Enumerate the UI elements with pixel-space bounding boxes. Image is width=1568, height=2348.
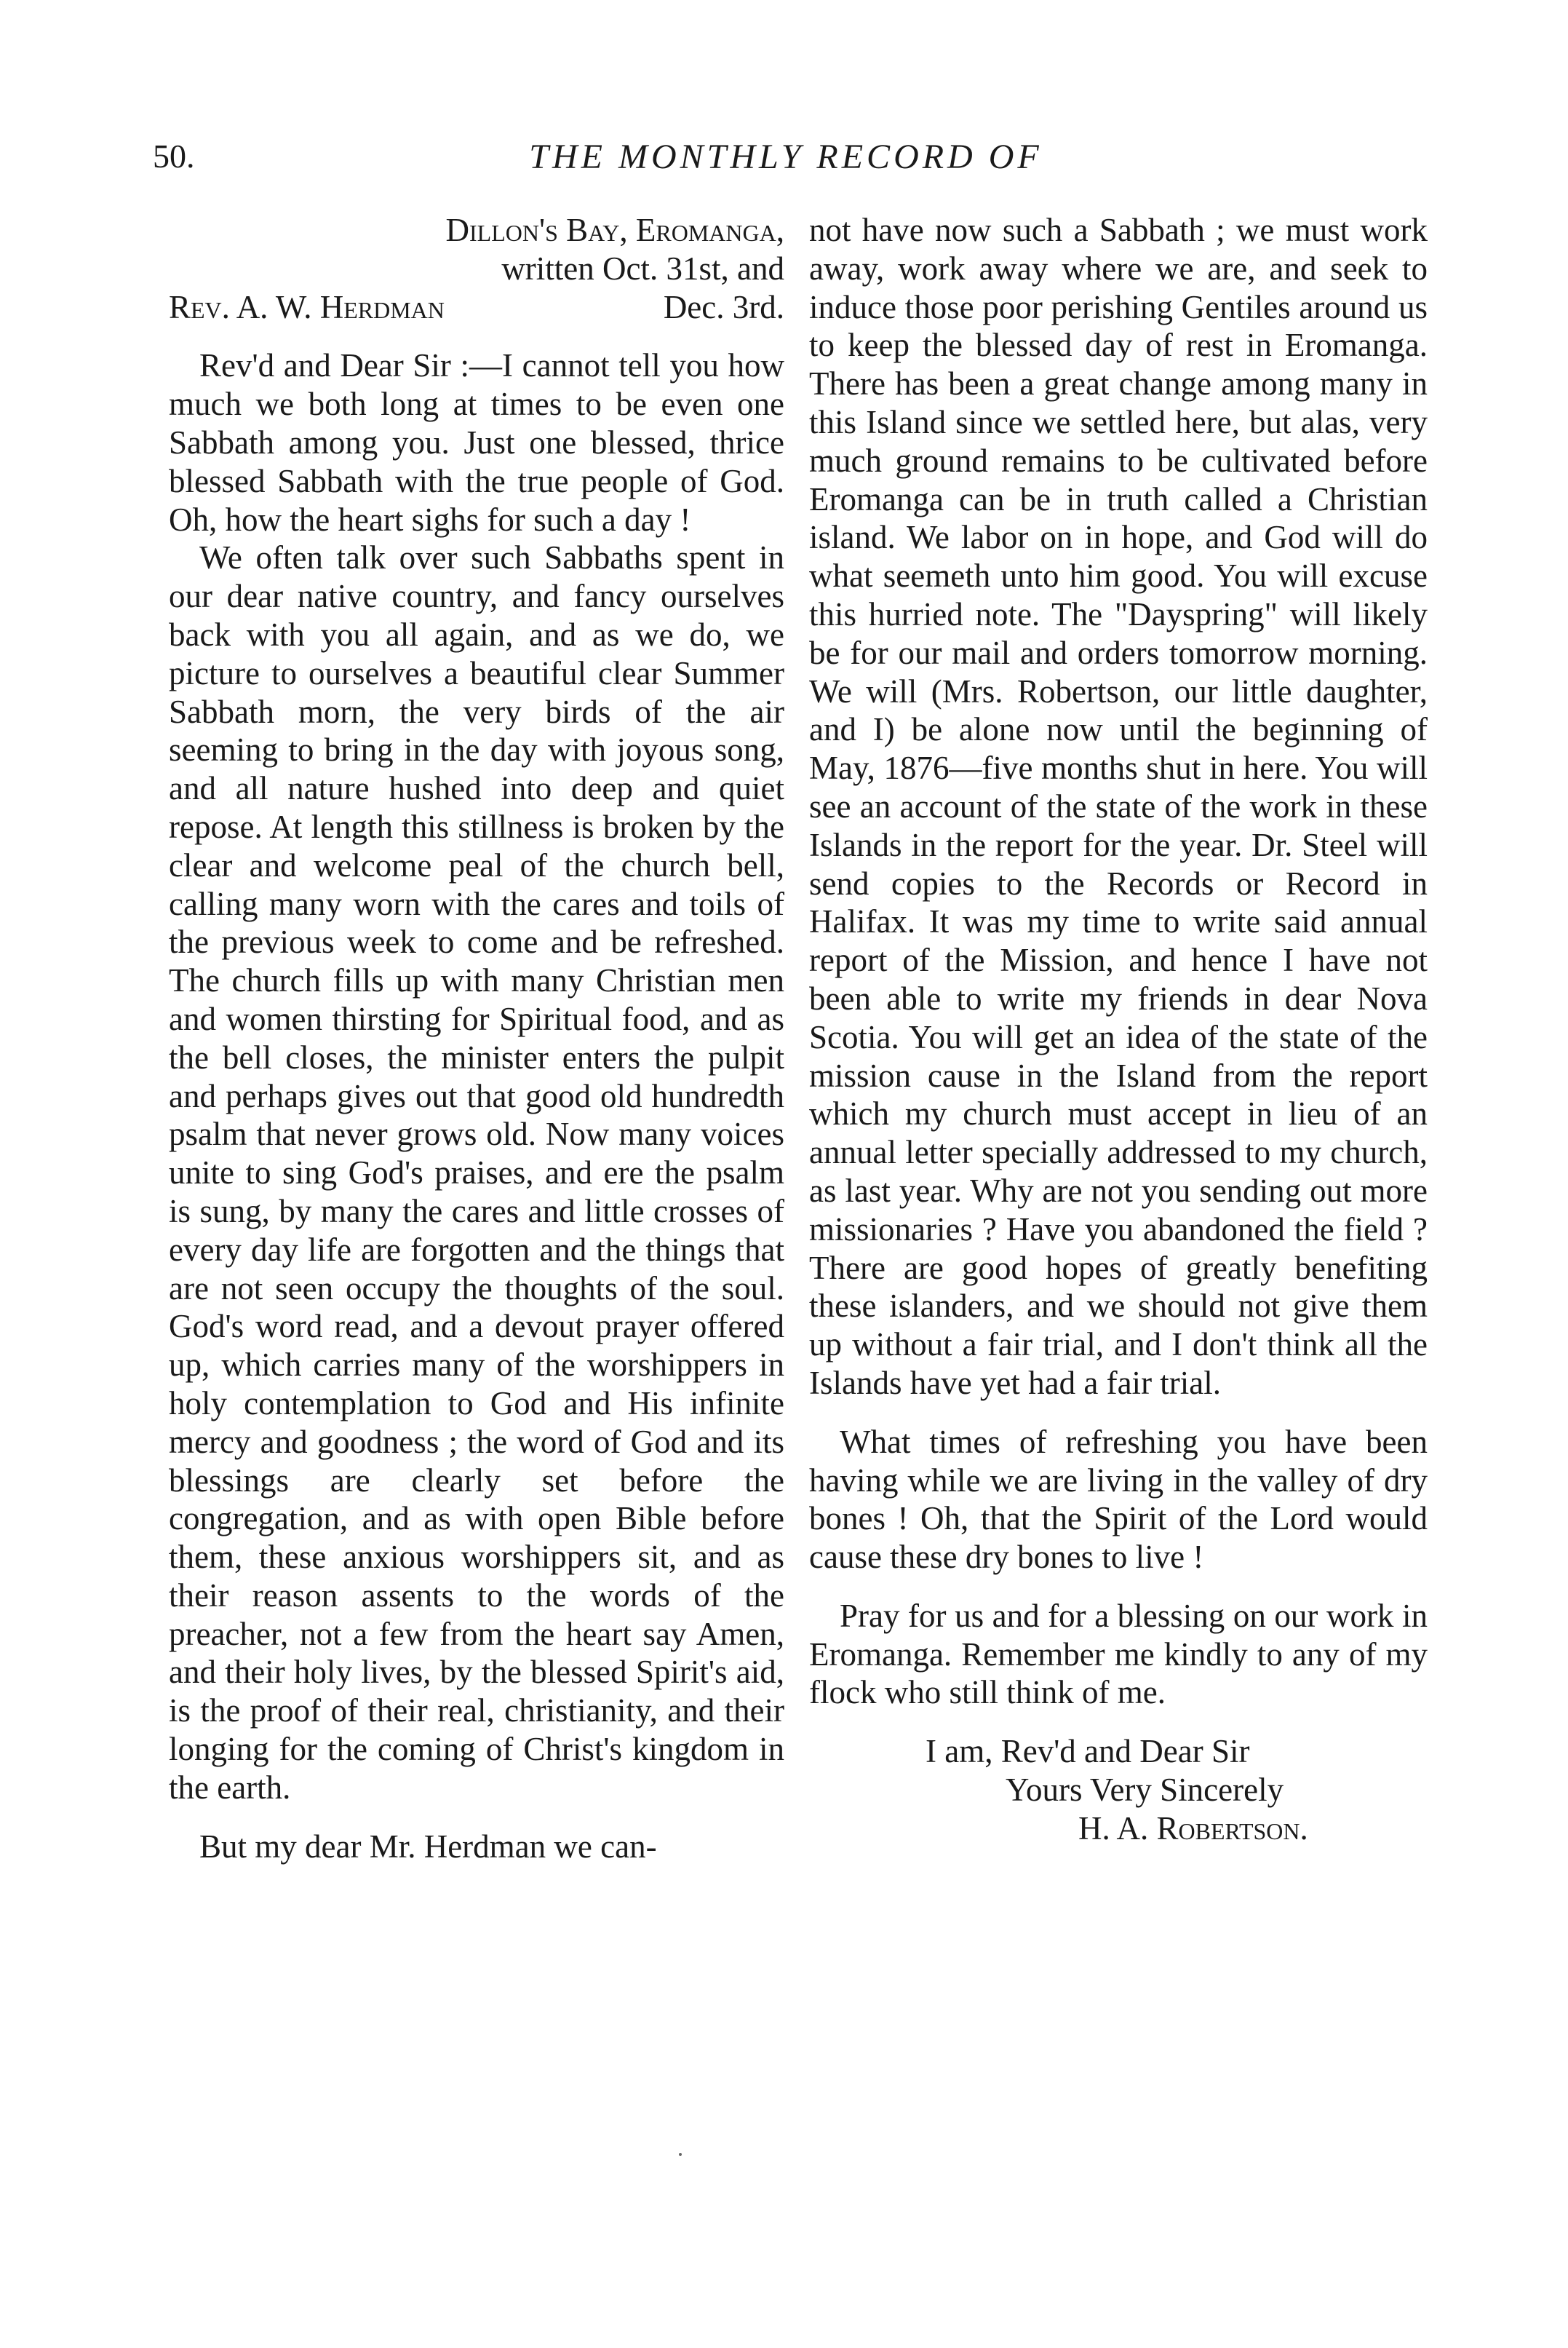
letter-place: Dillon's Bay, Eromanga, bbox=[445, 212, 784, 248]
paragraph: We often talk over such Sabbaths spent in our dear native country, and fancy ourselves back with you all again, and as we do, we picture to ourselves a beautiful clear Summer Sabbath morn, the very birds of the air seeming to bring in the day with joyous song, and all nature hushed into deep and quiet repose. At length this stillness is broken by the clear and welcome peal of the church bell, calling many worn with the cares and toils of the previous week to come and be refreshed. The church fills up with many Christian men and women thirsting for Spiritual food, and as the bell closes, the minister enters the pulpit and perhaps gives out that good old hundredth psalm that never grows old. Now many voices unite to sing God's praises, and ere the psalm is sung, by many the cares and little crosses of every day life are forgotten and the things that are not seen occupy the thoughts of the soul. God's word read, and a devout prayer offered up, which carries many of the worshippers in holy contemplation to God and His infinite mercy and goodness ; the word of God and its blessings are clearly set before the congregation, and as with open Bible before them, these anxious worshippers sit, and as their reason assents to the words of the preacher, not a few from the heart say Amen, and their holy lives, by the blessed Spirit's aid, is the proof of their real, christianity, and their longing for the coming of Christ's kingdom in the earth. bbox=[169, 539, 784, 1806]
letter-written-date: written Oct. 31st, and bbox=[501, 250, 784, 287]
paragraph: But my dear Mr. Herdman we can- bbox=[199, 1828, 657, 1865]
paragraph: Pray for us and for a blessing on our work in Eromanga. Remember me kindly to any of my flock who still think of me. bbox=[809, 1597, 1428, 1711]
letter-addressee: Rev. A. W. Herdman bbox=[169, 288, 445, 325]
letter-date: Dec. 3rd. bbox=[663, 288, 784, 325]
page-header bbox=[153, 137, 1419, 195]
paragraph: Rev'd and Dear Sir :—I cannot tell you how much we both long at times to be even one Sabbath among you. Just one blessed, thrice blessed Sabbath with the true people of God. Oh, how the heart sighs for such a day ! bbox=[169, 347, 784, 538]
page-number: 50. bbox=[153, 138, 195, 175]
paragraph: What times of refreshing you have been having while we are living in the valley of dry bones ! Oh, that the Spirit of the Lord would cause these dry bones to live ! bbox=[809, 1423, 1428, 1576]
left-column bbox=[169, 211, 784, 1865]
running-title: THE MONTHLY RECORD OF bbox=[529, 138, 1043, 176]
signature-block bbox=[809, 1732, 1428, 1847]
right-column bbox=[809, 211, 1428, 1848]
signature: H. A. Robertson. bbox=[1078, 1809, 1308, 1847]
closing-line: I am, Rev'd and Dear Sir bbox=[926, 1733, 1250, 1770]
paragraph: not have now such a Sabbath ; we must work away, work away where we are, and seek to induce those poor perishing Gentiles around us to keep the blessed day of rest in Eromanga. There has been a great change among many in this Island since we settled here, but alas, very much ground remains to be cultivated before Eromanga can be in truth called a Christian island. We labor on in hope, and God will do what seemeth unto him good. You will excuse this hurried note. The "Dayspring" will likely be for our mail and orders tomorrow morning. We will (Mrs. Robertson, our little daughter, and I) be alone now until the beginning of May, 1876—five months shut in here. You will see an account of the state of the work in these Islands in the report for the year. Dr. Steel will send copies to the Records or Record in Halifax. It was my time to write said annual report of the Mission, and hence I have not been able to write my friends in dear Nova Scotia. You will get an idea of the state of the mission cause in the Island from the report which my church must accept in lieu of an annual letter specially addressed to my church, as last year. Why are not you sending out more missionaries ? Have you abandoned the field ? There are good hopes of greatly benefiting these islanders, and we should not give them up without a fair trial, and I don't think all the Islands have yet had a fair trial. bbox=[809, 212, 1428, 1401]
page-speck bbox=[679, 2153, 682, 2156]
letter-address-line bbox=[169, 288, 784, 327]
valediction-line: Yours Very Sincerely bbox=[1006, 1772, 1284, 1809]
